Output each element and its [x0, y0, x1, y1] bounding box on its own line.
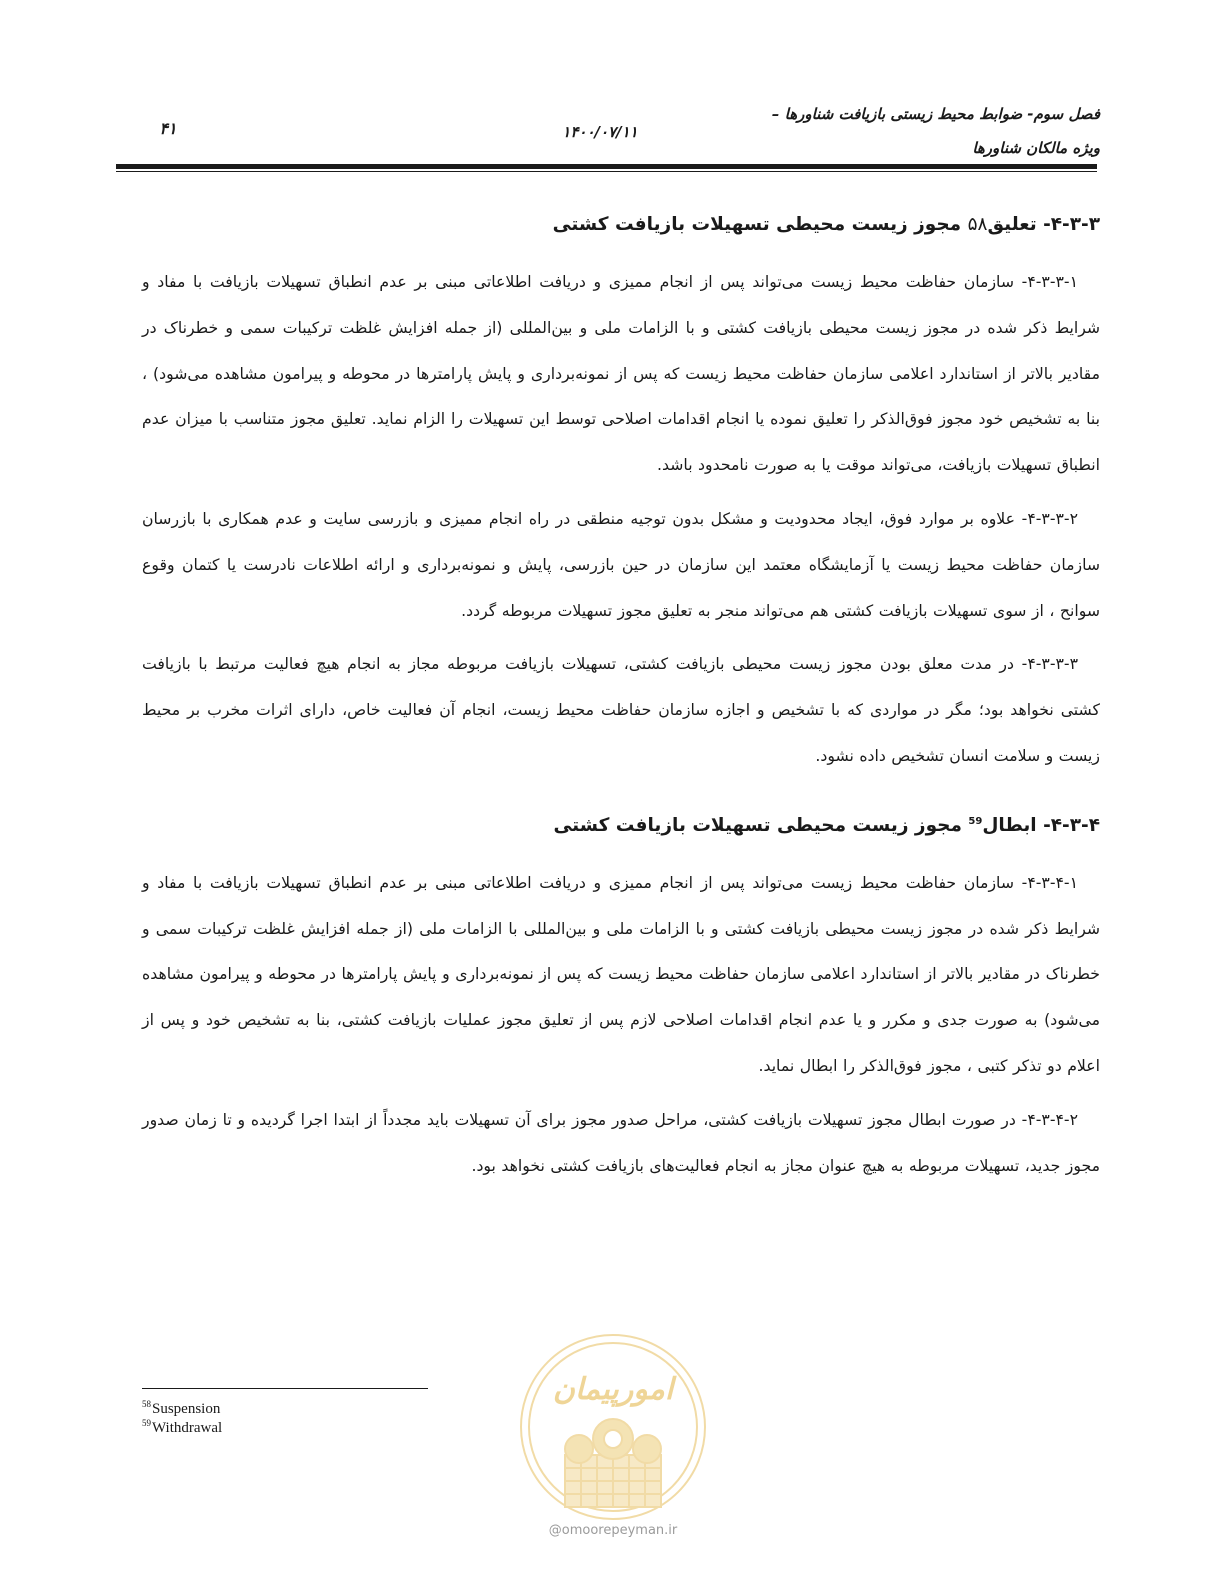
watermark-emblem-icon: [513, 1327, 713, 1527]
footnote-ref[interactable]: ۵۸: [967, 214, 988, 235]
footnote-rule: [142, 1388, 428, 1389]
paragraph: ۴-۳-۳-۲- علاوه بر موارد فوق، ایجاد محدودیت و مشکل بدون توجیه منطقی در راه انجام ممیزی و بازرسی سایت و عدم همکاری با بازرسان سازمان حفاظت محیط زیست یا آزمایشگاه معتمد این سازمان در حین بازرسی، پایش و نمونه‌برداری و ارائه اطلاعات نادرست یا کتمان وقوع سوانح ، از سوی تسهیلات بازیافت کشتی هم می‌تواند منجر به تعلیق مجوز تسهیلات مربوطه گردد.: [142, 508, 1100, 620]
header-rule-thin: [116, 171, 1097, 172]
header-rule: [116, 164, 1097, 169]
footnote-item: [142, 1400, 222, 1419]
document-body: [142, 205, 1100, 1196]
section-heading-withdrawal: [142, 806, 1100, 846]
page-number: ۴۱: [159, 119, 177, 138]
header-date: ۱۴۰۰/۰۷/۱۱: [562, 123, 638, 141]
paragraph: ۴-۳-۳-۳- در مدت معلق بودن مجوز زیست محیطی بازیافت کشتی، تسهیلات بازیافت مربوطه مجاز به انجام هیچ فعالیت مرتبط با بازیافت کشتی نخواهد بود؛ مگر در مواردی که با تشخیص و اجازه سازمان حفاظت محیط زیست، انجام آن فعالیت خاص، دارای اثرات مخرب بر محیط زیست و سلامت انسان تشخیص داده نشود.: [142, 654, 1100, 765]
section-heading-text: ۴-۳-۳- تعلیق: [987, 214, 1100, 235]
chapter-title-line-1: فصل سوم- ضوابط محیط زیستی بازیافت شناورها –: [771, 105, 1100, 123]
footnote-number: 58: [142, 1399, 151, 1409]
section-heading-text: مجوز زیست محیطی تسهیلات بازیافت کشتی: [553, 814, 969, 836]
paragraph: ۴-۳-۳-۱- سازمان حفاظت محیط زیست می‌تواند پس از انجام ممیزی و دریافت اطلاعاتی مبنی بر عدم انطباق تسهیلات بازیافت با مفاد و شرایط ذکر شده در مجوز زیست محیطی بازیافت کشتی و با الزامات ملی و بین‌المللی (از جمله افزایش غلظت ترکیبات سمی و خطرناک در مقادیر بالاتر از استاندارد اعلامی سازمان حفاظت محیط زیست که پس از نمونه‌برداری و پایش پارامترها در محوطه و پیرامون مشاهده می‌شود) ، بنا به تشخیص خود مجوز فوق‌الذکر را تعلیق نموده یا انجام اقدامات اصلاحی توسط این تسهیلات را الزام نماید. تعلیق مجوز متناسب با میزان عدم انطباق تسهیلات بازیافت، می‌تواند موقت یا به صورت نامحدود باشد.: [142, 272, 1100, 475]
section-heading-text: مجوز زیست محیطی تسهیلات بازیافت کشتی: [552, 214, 968, 235]
watermark-site[interactable]: @omoorepeyman.ir: [548, 1523, 678, 1538]
watermark-logo: [513, 1327, 713, 1527]
section-heading-suspension: [142, 205, 1100, 245]
section-gap: [142, 787, 1100, 806]
footnote-ref[interactable]: 59: [968, 815, 983, 827]
footnote-number: 59: [142, 1418, 151, 1428]
footnote-text: Withdrawal: [152, 1420, 223, 1436]
section-heading-text: ۴-۳-۴- ابطال: [982, 814, 1100, 836]
paragraph: ۴-۳-۴-۱- سازمان حفاظت محیط زیست می‌تواند پس از انجام ممیزی و دریافت اطلاعاتی مبنی بر عدم انطباق تسهیلات بازیافت با مفاد و شرایط ذکر شده در مجوز زیست محیطی بازیافت کشتی و با الزامات ملی و بین‌المللی با الزامات ملی (از جمله افزایش غلظت ترکیبات سمی و خطرناک در مقادیر بالاتر از استاندارد اعلامی سازمان حفاظت محیط زیست که پس از نمونه‌برداری و پایش پارامترها در محوطه و پیرامون مشاهده می‌شود) به صورت جدی و مکرر و یا عدم انجام اقدامات اصلاحی لازم پس از تعلیق مجوز عملیات بازیافت کشتی، بنا به تشخیص خود و پس از اعلام دو تذکر کتبی ، مجوز فوق‌الذکر را ابطال نماید.: [142, 872, 1100, 1075]
watermark-logo-text: امورپیمان: [552, 1372, 674, 1407]
footnote-text: Suspension: [152, 1401, 221, 1417]
footnote-item: [142, 1419, 222, 1438]
chapter-title-line-2: ویژه مالکان شناورها: [972, 139, 1100, 157]
footnotes: [142, 1400, 222, 1438]
paragraph: ۴-۳-۴-۲- در صورت ابطال مجوز تسهیلات بازیافت کشتی، مراحل صدور مجوز برای آن تسهیلات باید مجدداً از ابتدا اجرا گردیده و تا زمان صدور مجوز جدید، تسهیلات مربوطه به هیچ عنوان مجاز به انجام فعالیت‌های بازیافت کشتی نخواهد بود.: [142, 1109, 1100, 1175]
